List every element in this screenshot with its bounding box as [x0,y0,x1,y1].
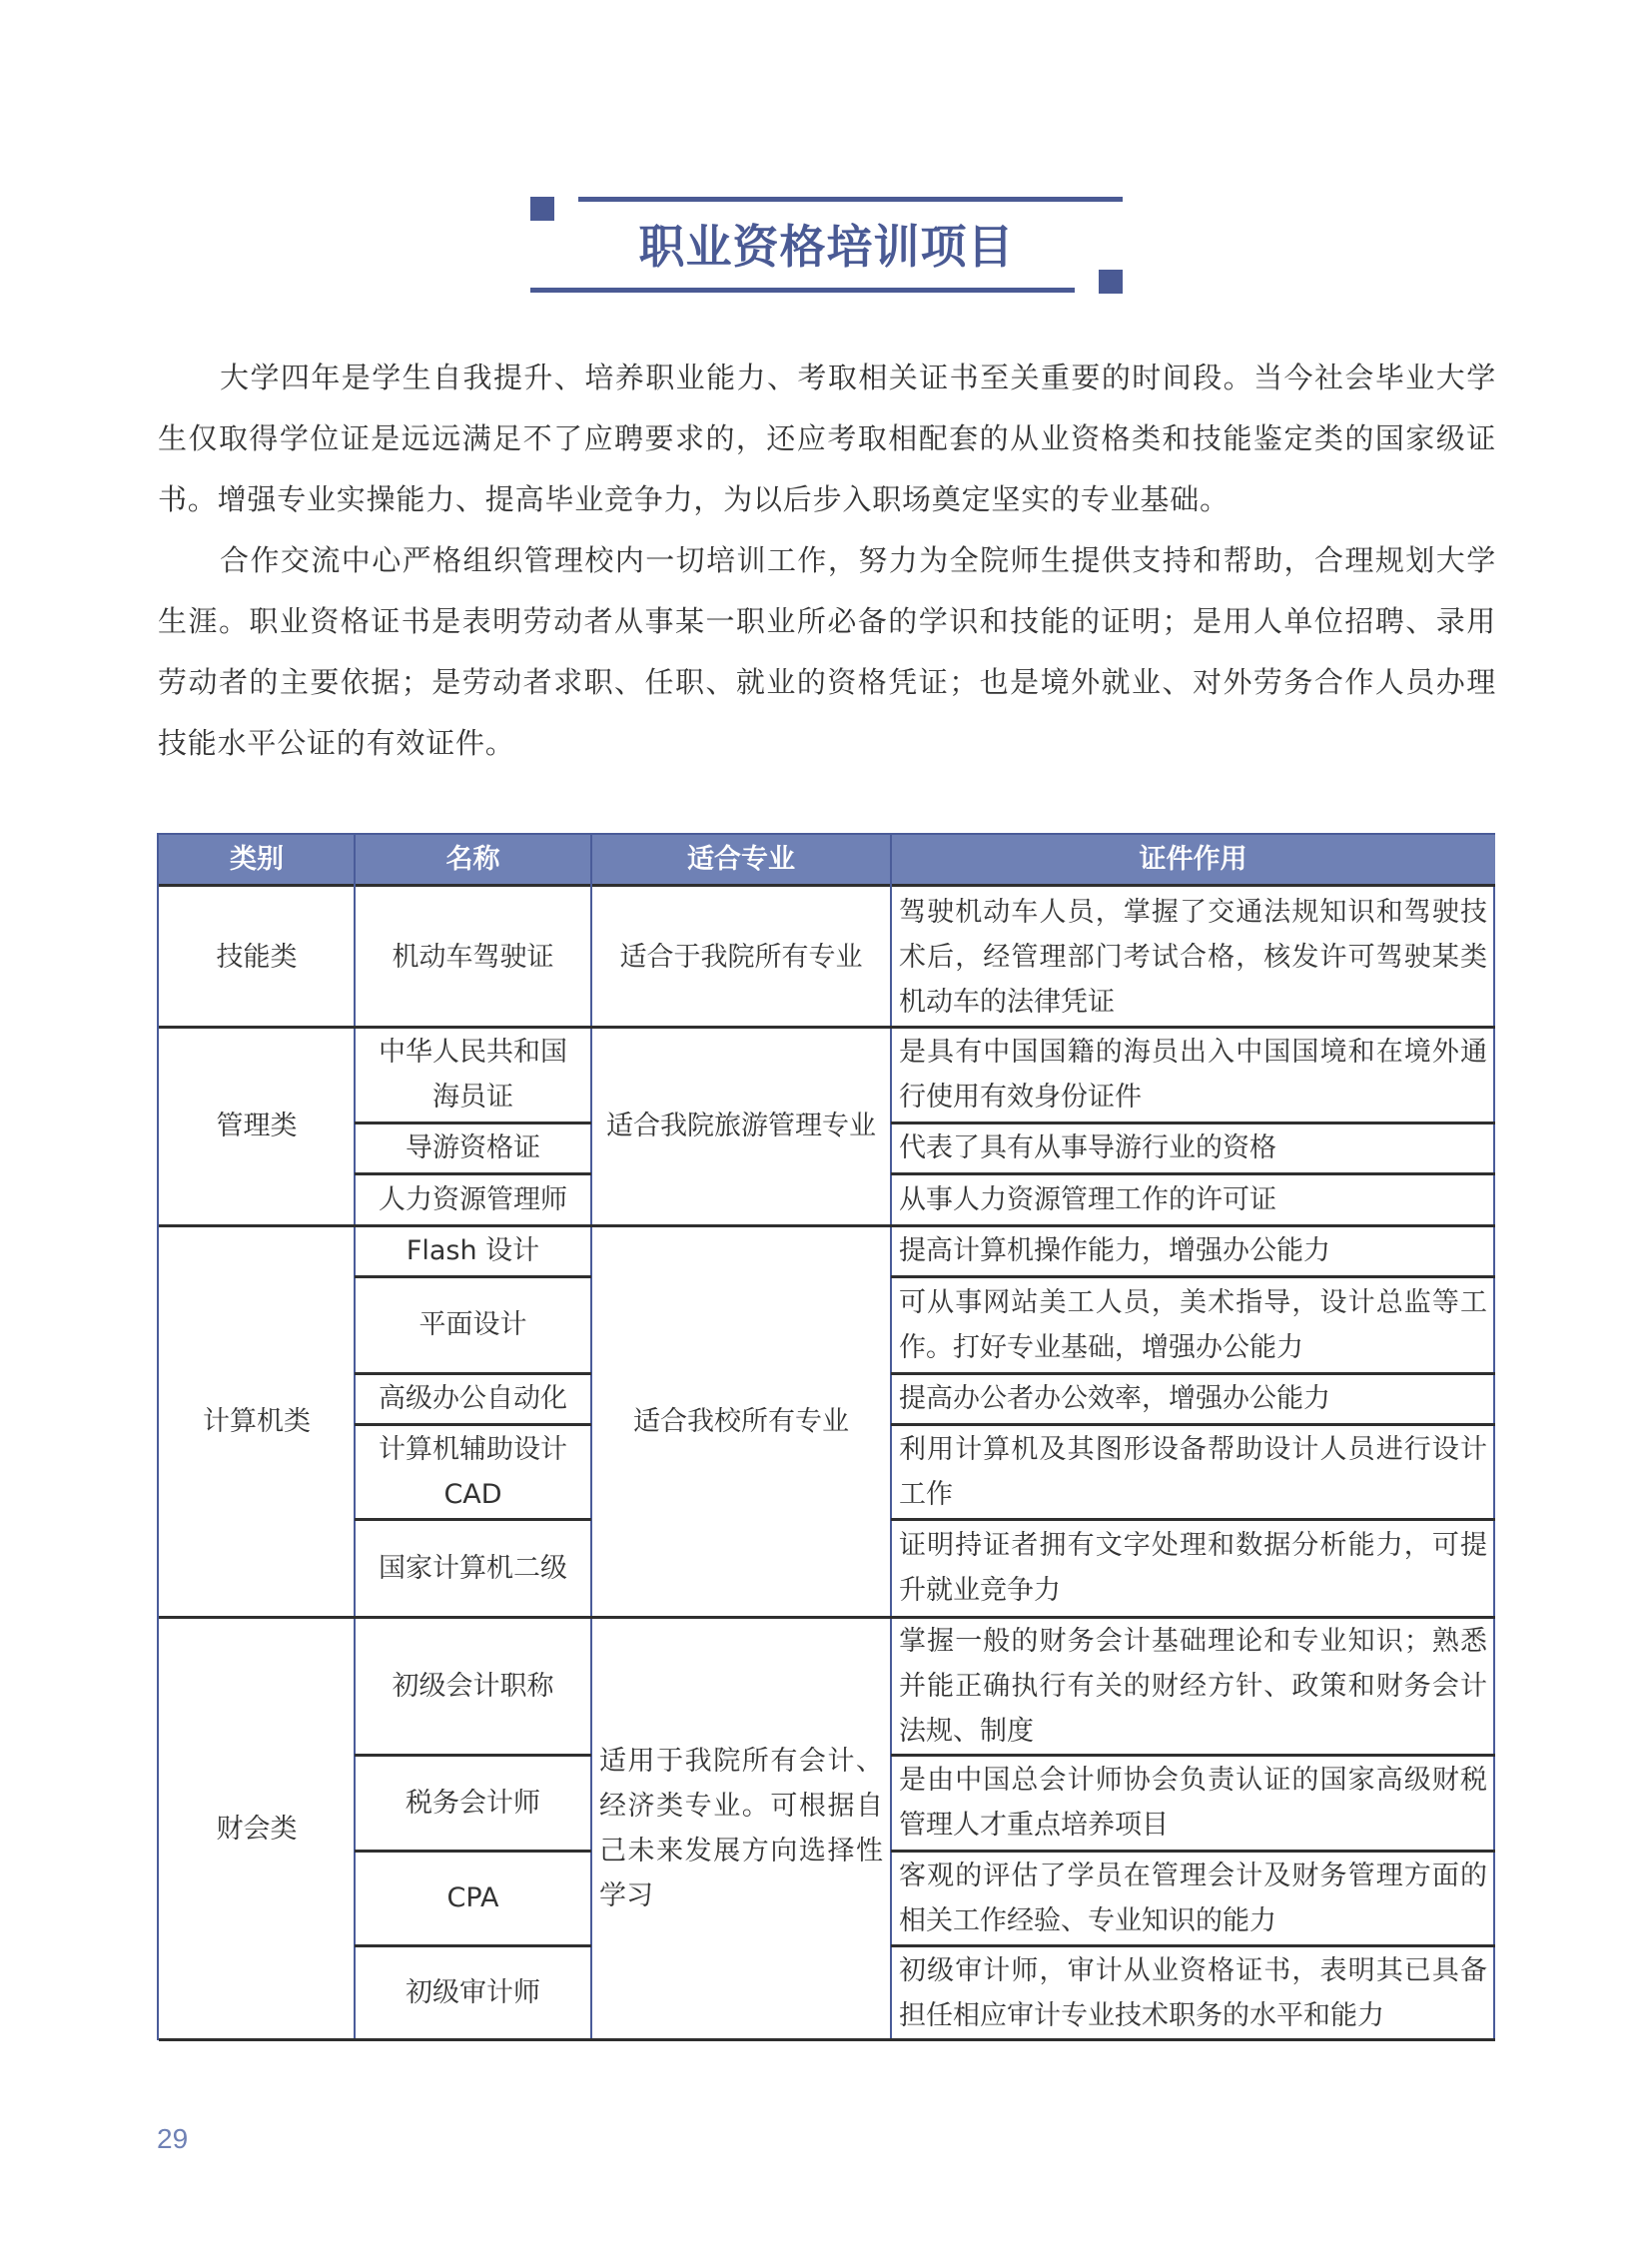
table-subrow-divider [891,1754,1495,1757]
table-subrow-divider [355,1372,591,1375]
table-subrow-divider [891,1372,1495,1375]
table-subrow-divider [891,1944,1495,1947]
table-header-category: 类别 [159,835,355,887]
table-cell-category: 计算机类 [203,1405,311,1437]
table-cell-name: 税务会计师 [406,1787,540,1819]
table-column-divider [354,835,356,2040]
table-row-divider [159,2038,1495,2041]
intro-paragraph-1: 大学四年是学生自我提升、培养职业能力、考取相关证书至关重要的时间段。当今社会毕业大学生仅取得学位证是远远满足不了应聘要求的，还应考取相配套的从业资格类和技能鉴定类的国家级证书。增强专业实操能力、提高毕业竞争力，为以后步入职场奠定坚实的专业基础。 [158,361,1496,516]
table-subrow-divider [355,1121,591,1124]
table-subrow-divider [891,1518,1495,1521]
intro-paragraph-2: 合作交流中心严格组织管理校内一切培训工作，努力为全院师生提供支持和帮助，合理规划大学生涯。职业资格证书是表明劳动者从事某一职业所必备的学识和技能的证明；是用人单位招聘、录用劳动者的主要依据；是劳动者求职、任职、就业的资格凭证；也是境外就业、对外劳务合作人员办理技能水平公证的有效证件。 [158,543,1496,760]
table-cell-name: 计算机辅助设计CAD [379,1433,567,1510]
title-decoration-line-bottom [530,288,1075,293]
table-cell-purpose: 是具有中国国籍的海员出入中国国境和在境外通行使用有效身份证件 [899,1037,1487,1113]
table-subrow-divider [355,1518,591,1521]
table-cell-purpose: 证明持证者拥有文字处理和数据分析能力，可提升就业竞争力 [899,1530,1487,1606]
table-cell-purpose: 可从事网站美工人员，美术指导，设计总监等工作。打好专业基础，增强办公能力 [899,1286,1487,1363]
title-decoration-line-top [578,197,1123,202]
table-cell-name: CPA [446,1882,499,1913]
title-decoration-square-right [1099,270,1123,294]
table-row-divider [159,1026,1495,1029]
table-cell-purpose: 初级审计师，审计从业资格证书，表明其已具备担任相应审计专业技术职务的水平和能力 [899,1954,1487,2031]
table-cell-name: 中华人民共和国海员证 [379,1037,567,1113]
table-cell-purpose: 提高办公者办公效率，增强办公能力 [899,1383,1330,1414]
table-cell-name: 高级办公自动化 [379,1383,567,1414]
table-cell-name: 人力资源管理师 [379,1183,567,1215]
table-cell-name: 导游资格证 [406,1132,540,1163]
table-cell-purpose: 是由中国总会计师协会负责认证的国家高级财税管理人才重点培养项目 [899,1765,1487,1841]
table-column-divider [890,835,892,2040]
table-cell-category: 技能类 [216,941,298,973]
table-subrow-divider [355,1275,591,1278]
table-cell-name: Flash 设计 [406,1235,540,1266]
page-title: 职业资格培训项目 [638,220,1015,274]
table-row-divider [159,1224,1495,1227]
table-cell-purpose: 客观的评估了学员在管理会计及财务管理方面的相关工作经验、专业知识的能力 [899,1860,1487,1936]
table-cell-major: 适合我校所有专业 [633,1405,849,1437]
table-cell-name: 初级审计师 [406,1977,540,2008]
table-header-major: 适合专业 [591,835,891,887]
table-cell-purpose: 驾驶机动车人员，掌握了交通法规知识和驾驶技术后，经管理部门考试合格，核发许可驾驶某类机动车的法律凭证 [899,896,1487,1018]
table-cell-name: 机动车驾驶证 [392,941,554,973]
table-subrow-divider [891,1121,1495,1124]
table-subrow-divider [891,1172,1495,1175]
table-cell-purpose: 从事人力资源管理工作的许可证 [899,1183,1276,1215]
table-cell-major: 适合于我院所有专业 [619,941,863,973]
page-number: 29 [157,2123,189,2154]
table-subrow-divider [891,1423,1495,1426]
table-cell-purpose: 利用计算机及其图形设备帮助设计人员进行设计工作 [899,1433,1487,1510]
table-cell-name: 初级会计职称 [392,1670,554,1702]
certificate-table [157,833,1495,2040]
table-cell-major: 适用于我院所有会计、经济类专业。可根据自己未来发展方向选择性学习 [599,1746,883,1911]
table-cell-category: 管理类 [216,1111,298,1141]
table-subrow-divider [355,1172,591,1175]
table-cell-purpose: 掌握一般的财务会计基础理论和专业知识；熟悉并能正确执行有关的财经方针、政策和财务会计法规、制度 [899,1625,1487,1747]
table-row-divider [159,1616,1495,1619]
table-subrow-divider [891,1275,1495,1278]
table-cell-name: 国家计算机二级 [379,1552,567,1584]
table-subrow-divider [355,1944,591,1947]
table-cell-purpose: 代表了具有从事导游行业的资格 [899,1132,1276,1163]
table-subrow-divider [355,1850,591,1853]
table-subrow-divider [891,1850,1495,1853]
table-cell-major: 适合我院旅游管理专业 [606,1111,876,1141]
table-cell-category: 财会类 [216,1813,298,1845]
table-column-divider [590,835,592,2040]
table-cell-name: 平面设计 [418,1309,527,1340]
table-header-purpose: 证件作用 [891,835,1495,887]
table-header-name: 名称 [355,835,591,887]
table-subrow-divider [355,1423,591,1426]
table-subrow-divider [355,1754,591,1757]
table-cell-purpose: 提高计算机操作能力，增强办公能力 [899,1235,1330,1266]
